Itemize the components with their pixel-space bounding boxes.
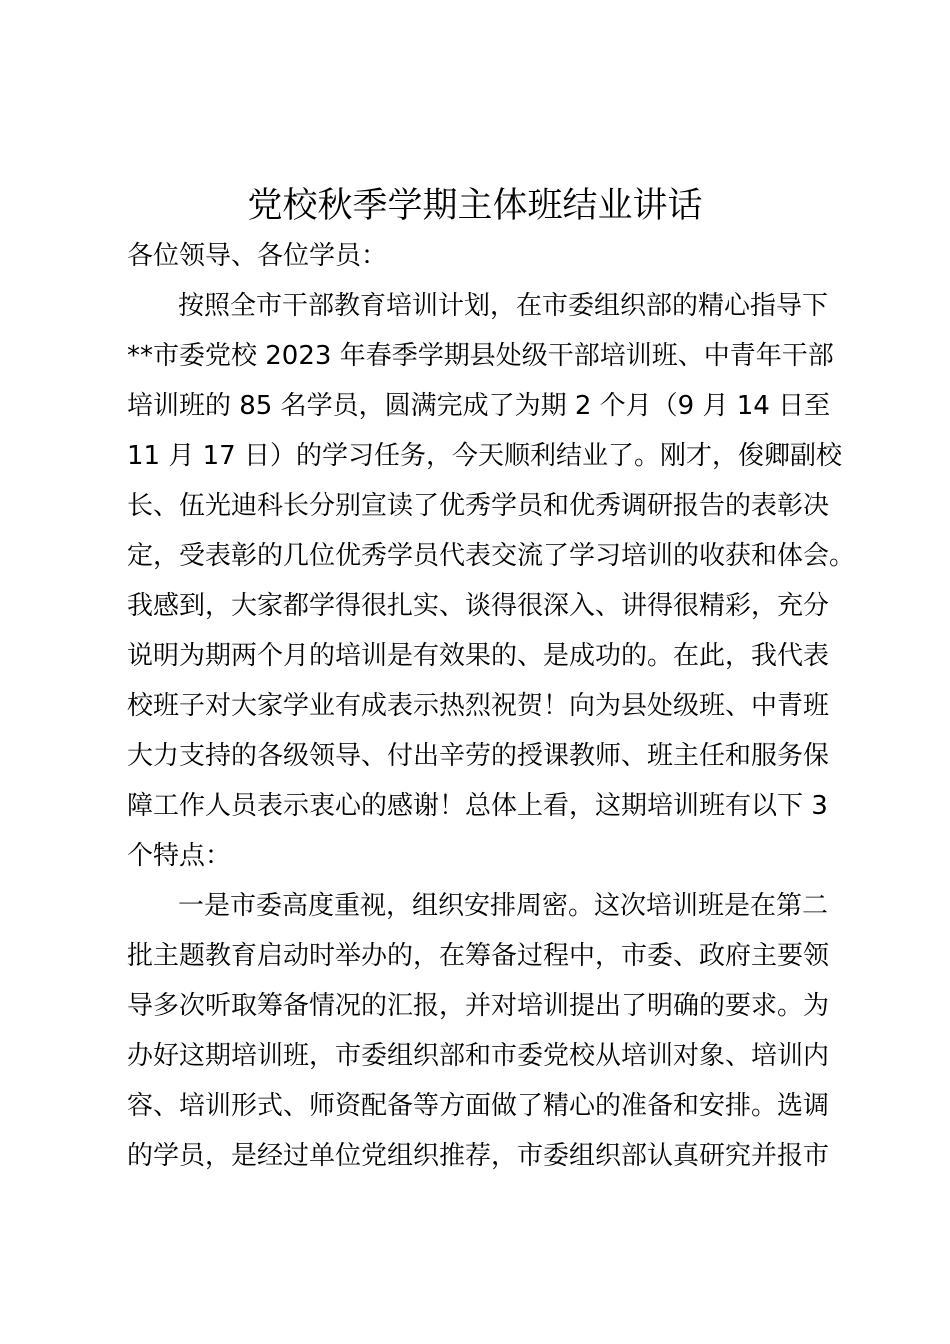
text-line: 校班子对大家学业有成表示热烈祝贺！向为县处级班、中青班 bbox=[127, 691, 830, 721]
text-line: 我感到，大家都学得很扎实、谈得很深入、讲得很精彩，充分 bbox=[127, 591, 830, 621]
text-line: 培训班的 85 名学员，圆满完成了为期 2 个月（9 月 14 日至 bbox=[127, 391, 831, 421]
text-line: 定，受表彰的几位优秀学员代表交流了学习培训的收获和体会。 bbox=[127, 541, 856, 571]
text-line: 按照全市干部教育培训计划，在市委组织部的精心指导下 bbox=[178, 291, 829, 321]
text-line: 导多次听取筹备情况的汇报，并对培训提出了明确的要求。为 bbox=[127, 991, 830, 1021]
document-title: 党校秋季学期主体班结业讲话 bbox=[247, 186, 703, 226]
text-line: 个特点： bbox=[127, 841, 232, 871]
text-line: 容、培训形式、师资配备等方面做了精心的准备和安排。选调 bbox=[127, 1091, 830, 1121]
text-line: 11 月 17 日）的学习任务，今天顺利结业了。刚才，俊卿副校 bbox=[127, 441, 842, 471]
text-line: 批主题教育启动时举办的，在筹备过程中，市委、政府主要领 bbox=[127, 941, 830, 971]
text-line: 说明为期两个月的培训是有效果的、是成功的。在此，我代表 bbox=[127, 641, 830, 671]
text-line: **市委党校 2023 年春季学期县处级干部培训班、中青年干部 bbox=[127, 341, 834, 371]
salutation-line: 各位领导、各位学员： bbox=[127, 241, 388, 271]
text-line: 一是市委高度重视，组织安排周密。这次培训班是在第二 bbox=[178, 891, 829, 921]
text-line: 办好这期培训班，市委组织部和市委党校从培训对象、培训内 bbox=[127, 1041, 830, 1071]
text-line: 障工作人员表示衷心的感谢！总体上看，这期培训班有以下 3 bbox=[127, 791, 828, 821]
text-line: 大力支持的各级领导、付出辛劳的授课教师、班主任和服务保 bbox=[127, 741, 830, 771]
text-line: 长、伍光迪科长分别宣读了优秀学员和优秀调研报告的表彰决 bbox=[127, 491, 830, 521]
text-line: 的学员，是经过单位党组织推荐，市委组织部认真研究并报市 bbox=[127, 1141, 830, 1171]
